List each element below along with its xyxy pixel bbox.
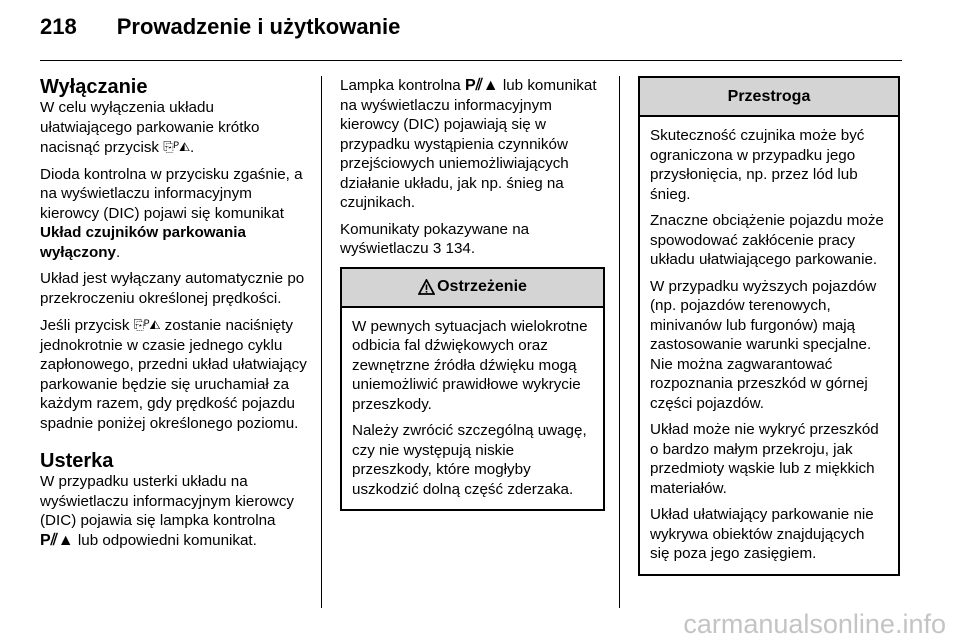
paragraph: Lampka kontrolna P⫽▲ lub komunikat na wyświetlaczu informacyjnym kierowcy (DIC) pojawiają się w przypadku wystąpienia czynników przejściowych uniemożliwiających działanie układu, jak np. śnieg na czujnikach. bbox=[340, 77, 597, 211]
page-title: Prowadzenie i użytkowanie bbox=[116, 14, 401, 39]
warning-box-body bbox=[342, 308, 603, 510]
park-assist-indicator-icon: P⫽▲ bbox=[464, 77, 499, 94]
park-assist-button-icon: ⎘ᴾ◭ bbox=[163, 139, 190, 154]
paragraph: Układ może nie wykryć przeszkód o bardzo małym przekroju, jak przedmioty wąskie lub z miękkich materiałów. bbox=[650, 421, 879, 497]
paragraph: Znaczne obciążenie pojazdu może spowodować zakłócenie pracy układu ułatwiającego parkowanie. bbox=[650, 212, 884, 268]
watermark: carmanualsonline.info bbox=[683, 609, 946, 639]
warning-triangle-icon bbox=[418, 279, 435, 295]
header-rule bbox=[40, 60, 902, 61]
park-assist-button-icon: ⎘ᴾ◭ bbox=[133, 317, 161, 332]
paragraph: Komunikaty pokazywane na wyświetlaczu 3 134. bbox=[340, 220, 530, 257]
column-left bbox=[40, 76, 308, 557]
caution-box-body bbox=[640, 117, 898, 574]
section-heading-off: Wyłączanie bbox=[40, 76, 148, 98]
warning-box bbox=[340, 267, 605, 512]
warning-box-header bbox=[342, 269, 603, 308]
paragraph: W pewnych sytuacjach wielokrotne odbicia fal dźwiękowych oraz zewnętrzne źródła dźwięku mogą uniemożliwić prawidłowe wykrycie przeszkody. bbox=[352, 317, 588, 413]
column-divider bbox=[321, 76, 322, 608]
park-assist-indicator-icon: P⫽▲ bbox=[40, 531, 74, 549]
warning-title: Ostrzeżenie bbox=[437, 278, 527, 296]
caution-box-header bbox=[640, 78, 898, 117]
column-right bbox=[638, 76, 900, 576]
paragraph: Układ ułatwiający parkowanie nie wykrywa obiektów znajdujących się poza jego zasięgiem. bbox=[650, 506, 874, 562]
caution-title: Przestroga bbox=[727, 87, 811, 105]
paragraph: Układ jest wyłączany automatycznie po przekroczeniu określonej prędkości. bbox=[40, 270, 305, 307]
paragraph: W przypadku wyższych pojazdów (np. pojazdów terenowych, minivanów lub furgonów) mają zastosowanie warunki specjalne. Nie można zagwarantować rozpoznania przeszkód w górnej części pojazdów. bbox=[650, 277, 877, 412]
paragraph: Należy zwrócić szczególną uwagę, czy nie występują niskie przeszkody, które mogłyby uszkodzić dolną część zderzaka. bbox=[352, 422, 587, 498]
paragraph: Dioda kontrolna w przycisku zgaśnie, a na wyświetlaczu informacyjnym kierowcy (DIC) pojawi się komunikat Układ czujników parkowania wyłączony. bbox=[40, 165, 303, 261]
paragraph: W celu wyłączenia układu ułatwiającego parkowanie krótko nacisnąć przycisk ⎘ᴾ◭. bbox=[40, 99, 260, 156]
page-header bbox=[40, 14, 400, 40]
section-heading-fault: Usterka bbox=[40, 450, 114, 472]
dic-message: Układ czujników parkowania wyłączony bbox=[40, 224, 246, 261]
page-reference-arrow-icon[interactable]: 3 bbox=[432, 240, 442, 257]
paragraph: Skuteczność czujnika może być ograniczona w przypadku jego przysłonięcia, np. przez lód lub śnieg. bbox=[650, 127, 865, 203]
column-divider bbox=[619, 76, 620, 608]
caution-box bbox=[638, 76, 900, 576]
page-number: 218 bbox=[40, 14, 77, 39]
paragraph: Jeśli przycisk ⎘ᴾ◭ zostanie naciśnięty jednokrotnie w czasie jednego cyklu zapłonowego, przedni układ ułatwiający parkowanie będzie się uruchamiał za każdym razem, gdy prędkość pojazdu spadnie poniżej określonego poziomu. bbox=[40, 317, 307, 432]
column-middle bbox=[340, 76, 605, 511]
paragraph: W przypadku usterki układu na wyświetlaczu informacyjnym kierowcy (DIC) pojawia się lampka kontrolna P⫽▲ lub odpowiedni komunikat. bbox=[40, 473, 295, 549]
